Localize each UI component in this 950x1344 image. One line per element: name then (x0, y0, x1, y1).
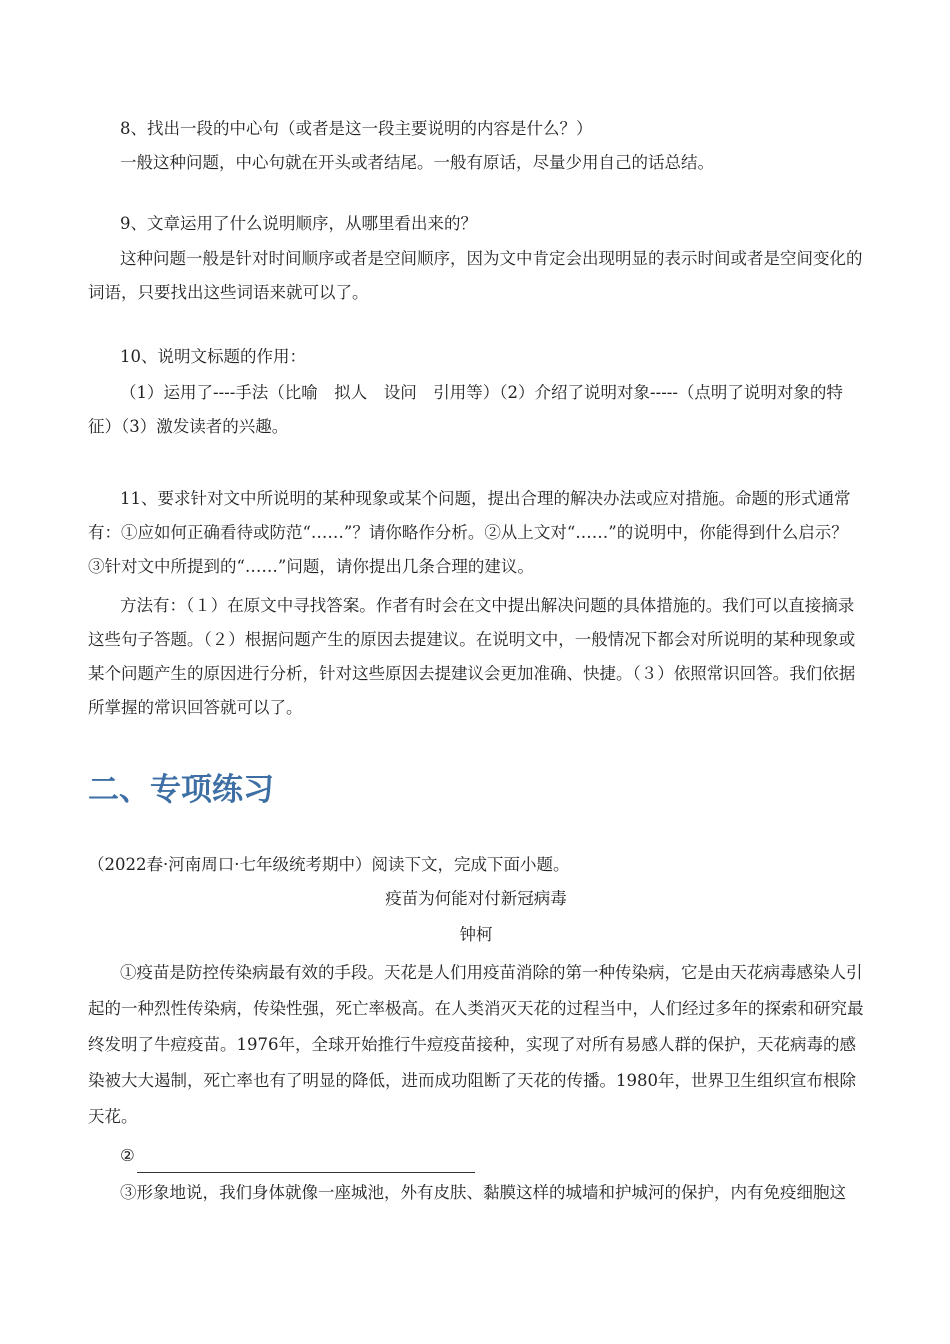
q11-method: 方法有：（１）在原文中寻找答案。作者有时会在文中提出解决问题的具体措施的。我们可以直接摘录这些句子答题。（２）根据问题产生的原因去提建议。在说明文中，一般情况下都会对所说明的某种现象或某个问题产生的原因进行分析，针对这些原因去提建议会更加准确、快捷。（３）依照常识回答。我们依据所掌握的常识回答就可以了。 (88, 596, 856, 717)
article-paragraph-3: ③形象地说，我们身体就像一座城池，外有皮肤、黏膜这样的城墙和护城河的保护，内有免疫细胞这 (120, 1183, 846, 1202)
q10-answer: （1）运用了----手法（比喻 拟人 设问 引用等）（2）介绍了说明对象-----（点明了说明对象的特征）（3）激发读者的兴趣。 (88, 383, 843, 436)
article-paragraph-1: ①疫苗是防控传染病最有效的手段。天花是人们用疫苗消除的第一种传染病，它是由天花病毒感染人引起的一种烈性传染病，传染性强，死亡率极高。在人类消灭天花的过程当中，人们经过多年的探索和研究最终发明了牛痘疫苗。1976年，全球开始推行牛痘疫苗接种，实现了对所有易感人群的保护，天花病毒的感染被大大遏制，死亡率也有了明显的降低，进而成功阻断了天花的传播。1980年，世界卫生组织宣布根除天花。 (88, 963, 864, 1126)
paragraph-2-marker: ② (120, 1146, 135, 1165)
section-heading: 二、专项练习 (88, 772, 274, 808)
exercise-source: （2022春·河南周口·七年级统考期中）阅读下文，完成下面小题。 (88, 855, 570, 874)
article-title: 疫苗为何能对付新冠病毒 (385, 889, 567, 908)
q11-question: 11、要求针对文中所说明的某种现象或某个问题，提出合理的解决办法或应对措施。命题的形式通常有：①应如何正确看待或防范“……”？请你略作分析。②从上文对“……”的说明中，你能得到什么启示？③针对文中所提到的“……”问题，请你提出几条合理的建议。 (88, 489, 851, 576)
q10-title: 10、说明文标题的作用： (120, 347, 306, 366)
article-paragraph-2 (88, 1139, 864, 1173)
q8-title: 8、找出一段的中心句（或者是这一段主要说明的内容是什么？） (120, 119, 593, 138)
q9-answer: 这种问题一般是针对时间顺序或者是空间顺序，因为文中肯定会出现明显的表示时间或者是空间变化的词语，只要找出这些词语来就可以了。 (88, 249, 863, 302)
q9-title: 9、文章运用了什么说明顺序，从哪里看出来的？ (120, 214, 477, 233)
q8-answer: 一般这种问题，中心句就在开头或者结尾。一般有原话，尽量少用自己的话总结。 (120, 153, 714, 172)
article-author: 钟柯 (459, 925, 493, 944)
fill-in-blank[interactable] (137, 1152, 475, 1173)
